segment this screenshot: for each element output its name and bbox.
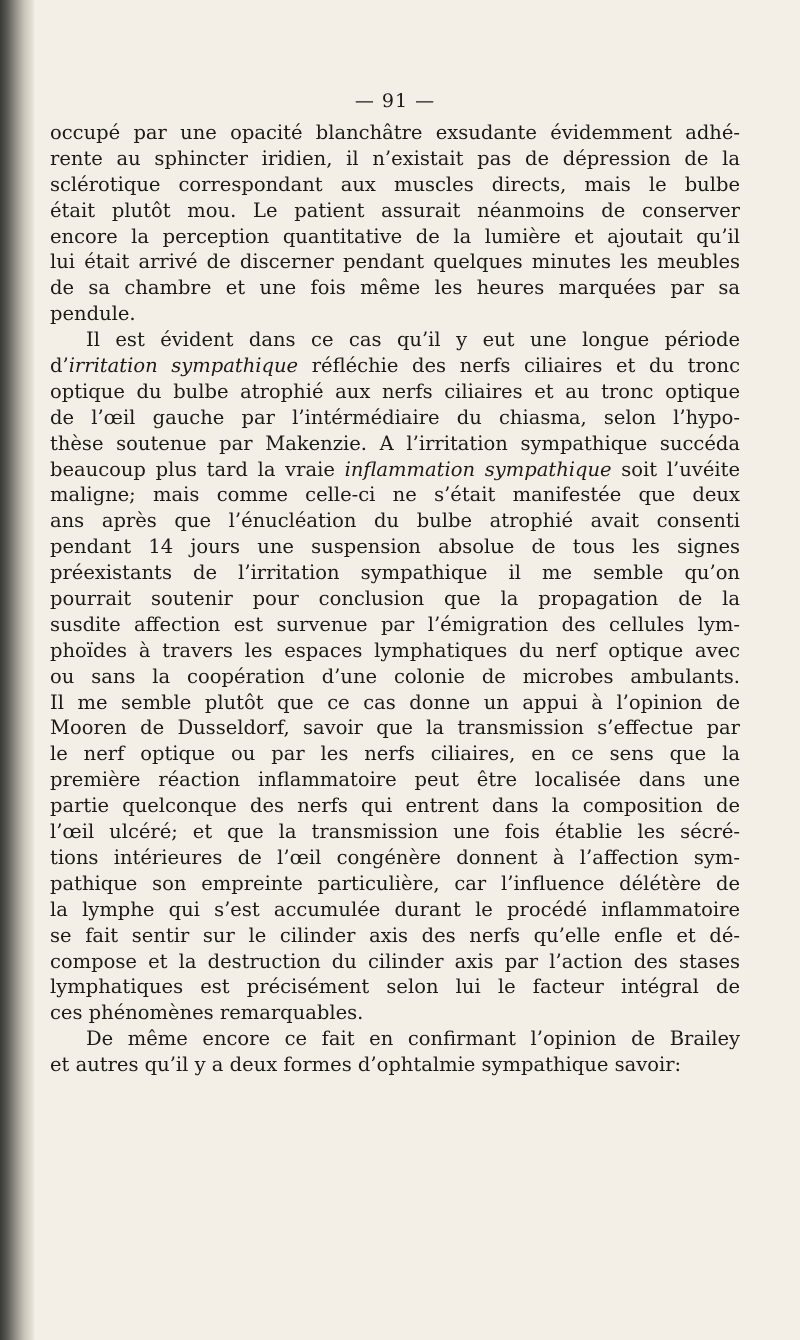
text-run: maligne; mais comme celle-ci ne s’était manifestée que deux <box>50 483 740 507</box>
text-run: susdite affection est survenue par l’émigration des cellules lym- <box>50 612 740 636</box>
text-run: thèse soutenue par Makenzie. A l’irritation sympathique succéda <box>50 431 740 455</box>
paragraph <box>50 1026 740 1078</box>
text-line <box>50 871 740 897</box>
text-line <box>50 534 740 560</box>
text-run: et autres qu’il y a deux formes d’ophtalmie sympathique savoir: <box>50 1053 682 1077</box>
text-line <box>50 1052 740 1078</box>
text-run: Il me semble plutôt que ce cas donne un appui à l’opinion de <box>50 690 740 714</box>
text-line <box>50 664 740 690</box>
text-line <box>50 482 740 508</box>
text-line <box>50 353 740 379</box>
text-run: rente au sphincter iridien, il n’existait pas de dépression de la <box>50 146 740 170</box>
text-run: pourrait soutenir pour conclusion que la propagation de la <box>50 587 740 611</box>
page-number: — 91 — <box>354 90 436 112</box>
text-run: lui était arrivé de discerner pendant quelques minutes les meubles <box>50 250 740 274</box>
text-line <box>50 508 740 534</box>
text-line <box>50 198 740 224</box>
text-line <box>50 172 740 198</box>
text-run: soit l’uvéite <box>611 457 740 481</box>
text-run: ou sans la coopération d’une colonie de microbes ambulants. <box>50 664 740 688</box>
text-line <box>50 819 740 845</box>
italic-term: inflammation sympathique <box>344 457 612 481</box>
text-run: l’œil ulcéré; et que la transmission une fois établie les sécré- <box>50 820 740 844</box>
text-run: De même encore ce fait en confirmant l’opinion de Brailey <box>86 1027 740 1051</box>
text-line <box>50 767 740 793</box>
text-line <box>50 845 740 871</box>
text-run: occupé par une opacité blanchâtre exsudante évidemment adhé- <box>50 121 740 144</box>
text-line <box>50 560 740 586</box>
text-line <box>50 249 740 275</box>
text-line <box>50 120 740 146</box>
text-line <box>50 224 740 250</box>
text-run: optique du bulbe atrophié aux nerfs ciliaires et au tronc optique <box>50 379 740 403</box>
text-run: d’ <box>50 354 69 378</box>
text-run: phoïdes à travers les espaces lymphatiques du nerf optique avec <box>50 638 740 662</box>
text-line <box>50 275 740 301</box>
text-line <box>50 923 740 949</box>
text-run: réfléchie des nerfs ciliaires et du tronc <box>298 354 740 378</box>
text-run: de l’œil gauche par l’intérmédiaire du chiasma, selon l’hypo- <box>50 405 740 429</box>
text-line <box>50 690 740 716</box>
text-run: lymphatiques est précisément selon lui le facteur intégral de <box>50 975 740 999</box>
text-line <box>50 741 740 767</box>
text-run: beaucoup plus tard la vraie <box>50 457 345 481</box>
text-run: ces phénomènes remarquables. <box>50 1001 364 1025</box>
text-run: était plutôt mou. Le patient assurait néanmoins de conserver <box>50 198 740 222</box>
text-line <box>50 897 740 923</box>
text-run: première réaction inflammatoire peut être localisée dans une <box>50 768 740 792</box>
text-line <box>50 405 740 431</box>
text-line <box>50 1000 740 1026</box>
text-line <box>50 327 740 353</box>
binding-edge-shadow <box>0 0 34 1340</box>
paragraph <box>50 327 740 1026</box>
text-line <box>50 431 740 457</box>
text-run: partie quelconque des nerfs qui entrent dans la composition de <box>50 794 740 818</box>
italic-term: irritation sympathique <box>68 354 299 378</box>
paragraph <box>50 120 740 327</box>
text-line <box>50 793 740 819</box>
book-page <box>50 0 740 1340</box>
text-line <box>50 457 740 483</box>
text-run: pendant 14 jours une suspension absolue de tous les signes <box>50 535 740 559</box>
text-run: pathique son empreinte particulière, car l’influence délétère de <box>50 871 740 895</box>
text-line <box>50 715 740 741</box>
text-line <box>50 974 740 1000</box>
text-line <box>50 949 740 975</box>
text-run: ans après que l’énucléation du bulbe atrophié avait consenti <box>50 509 740 533</box>
text-run: tions intérieures de l’œil congénère donnent à l’affection sym- <box>50 845 740 869</box>
text-run: sclérotique correspondant aux muscles directs, mais le bulbe <box>50 172 740 196</box>
text-line <box>50 379 740 405</box>
text-run: compose et la destruction du cilinder axis par l’action des stases <box>50 949 740 973</box>
text-body <box>50 120 740 1078</box>
text-run: le nerf optique ou par les nerfs ciliaires, en ce sens que la <box>50 742 740 766</box>
text-run: encore la perception quantitative de la lumière et ajoutait qu’il <box>50 224 740 248</box>
text-run: Il est évident dans ce cas qu’il y eut une longue période <box>86 328 740 352</box>
text-line <box>50 1026 740 1052</box>
text-run: la lymphe qui s’est accumulée durant le procédé inflammatoire <box>50 897 740 921</box>
text-run: pendule. <box>50 302 136 326</box>
text-line <box>50 612 740 638</box>
text-line <box>50 638 740 664</box>
text-run: de sa chambre et une fois même les heures marquées par sa <box>50 276 740 300</box>
text-line <box>50 146 740 172</box>
text-line <box>50 301 740 327</box>
text-run: Mooren de Dusseldorf, savoir que la transmission s’effectue par <box>50 716 740 740</box>
text-run: se fait sentir sur le cilinder axis des nerfs qu’elle enfle et dé- <box>50 923 740 947</box>
text-run: préexistants de l’irritation sympathique il me semble qu’on <box>50 561 740 585</box>
text-line <box>50 586 740 612</box>
